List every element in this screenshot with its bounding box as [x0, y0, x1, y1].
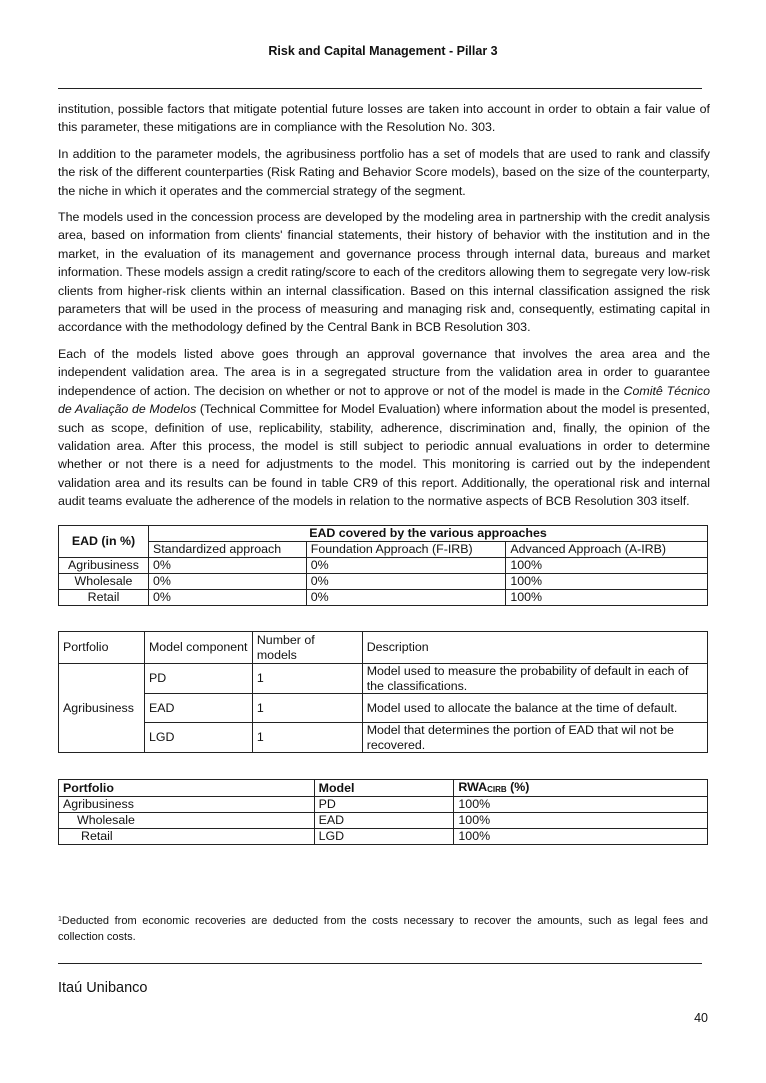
- ead-coverage-table: [58, 525, 708, 606]
- table-row: [59, 664, 708, 694]
- model-cell: EAD: [314, 813, 454, 829]
- committee-name: Comitê Técnico de Avaliação de Modelos: [58, 383, 710, 417]
- table-row: [59, 574, 708, 590]
- value-cell: 0%: [148, 558, 306, 574]
- description-cell: Model used to measure the probability of default in each of the classifications.: [362, 664, 707, 694]
- segment-cell: Agribusiness: [59, 558, 149, 574]
- ead-column-header-row: [59, 542, 708, 558]
- paragraph-1: institution, possible factors that mitigate potential future losses are taken into account in order to obtain a fair value of this parameter, these mitigations are in compliance with the Resolution No. 303.: [58, 102, 710, 135]
- column-header: Advanced Approach (A-IRB): [506, 542, 708, 558]
- header-model-component: Model component: [144, 632, 252, 664]
- footnote-marker: 1: [58, 916, 62, 923]
- value-cell: 0%: [306, 558, 506, 574]
- table-row: [59, 558, 708, 574]
- table-row: [59, 797, 708, 813]
- table-row: [59, 723, 708, 753]
- table-row: [59, 590, 708, 606]
- description-cell: Model that determines the portion of EAD that wil not be recovered.: [362, 723, 707, 753]
- value-cell: 0%: [148, 590, 306, 606]
- value-cell: 0%: [148, 574, 306, 590]
- rwa-subscript: CIRB: [487, 785, 507, 794]
- rwa-label: RWA: [458, 780, 488, 794]
- number-cell: 1: [252, 723, 362, 753]
- number-cell: 1: [252, 694, 362, 723]
- table-row: [59, 829, 708, 845]
- header-description: Description: [362, 632, 707, 664]
- value-cell: 100%: [506, 590, 708, 606]
- portfolio-cell: Wholesale: [59, 813, 315, 829]
- models-header-row: [59, 632, 708, 664]
- portfolio-cell: Retail: [59, 829, 315, 845]
- column-header: Foundation Approach (F-IRB): [306, 542, 506, 558]
- description-cell: Model used to allocate the balance at the time of default.: [362, 694, 707, 723]
- value-cell: 0%: [306, 574, 506, 590]
- component-cell: LGD: [144, 723, 252, 753]
- segment-cell: Retail: [59, 590, 149, 606]
- value-cell: 0%: [306, 590, 506, 606]
- value-cell: 100%: [454, 797, 708, 813]
- model-cell: PD: [314, 797, 454, 813]
- footer-brand: Itaú Unibanco: [58, 980, 148, 996]
- ead-group-header: EAD covered by the various approaches: [148, 526, 707, 542]
- header-divider: [58, 88, 702, 89]
- header-rwa-cirb: [454, 780, 708, 797]
- number-cell: 1: [252, 664, 362, 694]
- model-cell: LGD: [314, 829, 454, 845]
- header-number-of-models: Number of models: [252, 632, 362, 664]
- rwa-header-row: [59, 780, 708, 797]
- header-portfolio: Portfolio: [59, 632, 145, 664]
- table-row: [59, 813, 708, 829]
- paragraph-3: The models used in the concession process are developed by the modeling area in partnership with the credit analysis area, based on information from clients' financial statements, their history of behavior with the institution and in the market, in the evaluation of its management and governance process through internal data, bureaus and market information. These models assign a credit rating/score to each of the creditors allowing them to segregate very low-risk clients from higher-risk clients within an internal classification. Based on this internal classification assigned the risk parameters that will be used in the process of measuring and managing risk and, consequently, estimating capital in accordance with the methodology defined by the Central Bank in BCB Resolution 303.: [58, 210, 710, 335]
- component-cell: PD: [144, 664, 252, 694]
- body-text: [58, 100, 710, 511]
- portfolio-cell: Agribusiness: [59, 797, 315, 813]
- value-cell: 100%: [506, 558, 708, 574]
- value-cell: 100%: [506, 574, 708, 590]
- portfolio-cell: Agribusiness: [59, 664, 145, 753]
- paragraph-4-start: Each of the models listed above goes through an approval governance that involves the area area and the independent validation area. The area is in a segregated structure from the validation area in order to guarantee independence of action. The decision on whether or not to approve or not of the model is made in the: [58, 346, 710, 398]
- rwa-table: [58, 779, 708, 845]
- footer-divider: [58, 963, 702, 964]
- table-row: [59, 694, 708, 723]
- footnote: [58, 913, 708, 945]
- footnote-text: Deducted from economic recoveries are deducted from the costs necessary to recover the amounts, such as legal fees and collection costs.: [58, 915, 708, 943]
- value-cell: 100%: [454, 813, 708, 829]
- value-cell: 100%: [454, 829, 708, 845]
- ead-header-row: [59, 526, 708, 542]
- segment-cell: Wholesale: [59, 574, 149, 590]
- rwa-unit: (%): [506, 780, 530, 794]
- header-portfolio: Portfolio: [59, 780, 315, 797]
- header-model: Model: [314, 780, 454, 797]
- component-cell: EAD: [144, 694, 252, 723]
- paragraph-2: In addition to the parameter models, the agribusiness portfolio has a set of models that are used to rank and classify the risk of the different counterparties (Risk Rating and Behavior Score models), based on the size of the counterparty, the niche in which it operates and the commercial strategy of the segment.: [58, 146, 710, 198]
- models-table: [58, 631, 708, 753]
- paragraph-4: [58, 345, 710, 511]
- column-header: Standardized approach: [148, 542, 306, 558]
- paragraph-4-end: (Technical Committee for Model Evaluation) where information about the model is presented, such as scope, definition of use, replicability, stability, adherence, discrimination and, finally, the opinion of the validation area. After this process, the model is still subject to periodic annual evaluations in order to determine whether or not there is a need for adjustments to the model. This monitoring is carried out by the independent validation area and its results can be found in table CR9 of this report. Additionally, the operational risk and internal audit teams evaluate the adherence of the models in relation to the normative aspects of BCB Resolution 303 itself.: [58, 402, 710, 509]
- ead-corner-label: EAD (in %): [59, 526, 149, 558]
- page-header-title: Risk and Capital Management - Pillar 3: [268, 44, 498, 58]
- page-number: 40: [694, 1011, 708, 1025]
